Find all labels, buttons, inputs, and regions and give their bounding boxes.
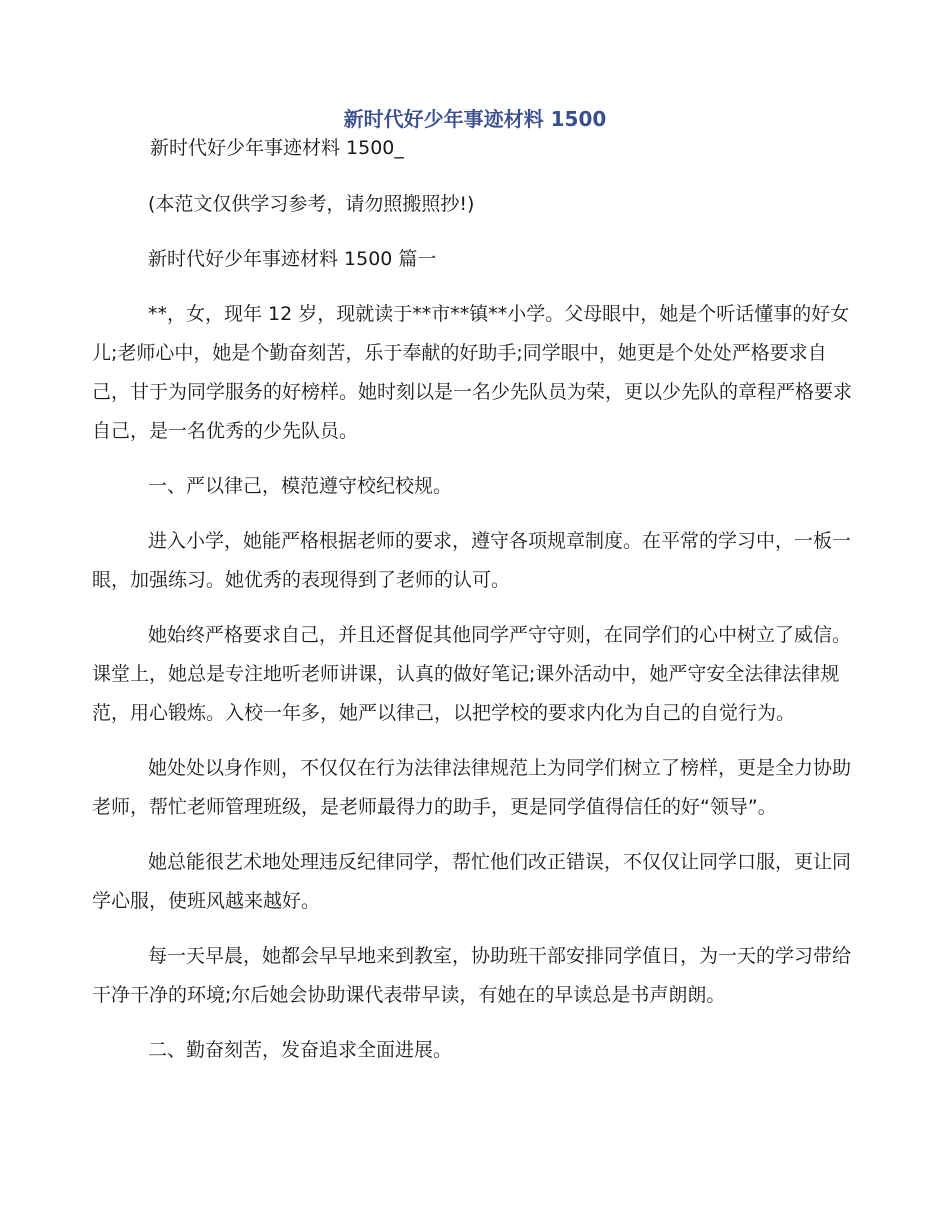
document-subtitle: 新时代好少年事迹材料 1500_ xyxy=(150,137,404,159)
document-body xyxy=(92,134,862,1070)
paragraph-role-model: 她处处以身作则，不仅仅在行为法律法律规范上为同学们树立了榜样，更是全力协助老师，帮忙老师管理班级，是老师最得力的助手，更是同学值得信任的好“领导”。 xyxy=(92,757,852,818)
document-title: 新时代好少年事迹材料 1500 xyxy=(343,107,607,131)
heading-section-one: 一、严以律己，模范遵守校纪校规。 xyxy=(148,475,453,497)
paragraph-discipline-handling: 她总能很艺术地处理违反纪律同学，帮忙他们改正错误，不仅仅让同学口服，更让同学心服，使班风越来越好。 xyxy=(92,851,852,912)
paragraph-morning-duty: 每一天早晨，她都会早早地来到教室，协助班干部安排同学值日，为一天的学习带给干净干净的环境;尔后她会协助课代表带早读，有她在的早读总是书声朗朗。 xyxy=(92,945,852,1006)
notice-text: (本范文仅供学习参考，请勿照搬照抄!) xyxy=(148,193,475,215)
heading-section-two: 二、勤奋刻苦，发奋追求全面进展。 xyxy=(148,1039,453,1061)
paragraph-self-discipline: 她始终严格要求自己，并且还督促其他同学严守守则，在同学们的心中树立了威信。课堂上，她总是专注地听老师讲课，认真的做好笔记;课外活动中，她严守安全法律法律规范，用心锻炼。入校一年多，她严以律己，以把学校的要求内化为自己的自觉行为。 xyxy=(92,624,852,724)
paragraph-intro: **，女，现年 12 岁，现就读于**市**镇**小学。父母眼中，她是个听话懂事的好女儿;老师心中，她是个勤奋刻苦，乐于奉献的好助手;同学眼中，她更是个处处严格要求自己，甘于为同学服务的好榜样。她时刻以是一名少先队员为荣，更以少先队的章程严格要求自己，是一名优秀的少先队员。 xyxy=(92,303,853,442)
section-heading: 新时代好少年事迹材料 1500 篇一 xyxy=(148,248,437,270)
paragraph-rules: 进入小学，她能严格根据老师的要求，遵守各项规章制度。在平常的学习中，一板一眼，加强练习。她优秀的表现得到了老师的认可。 xyxy=(92,530,852,591)
